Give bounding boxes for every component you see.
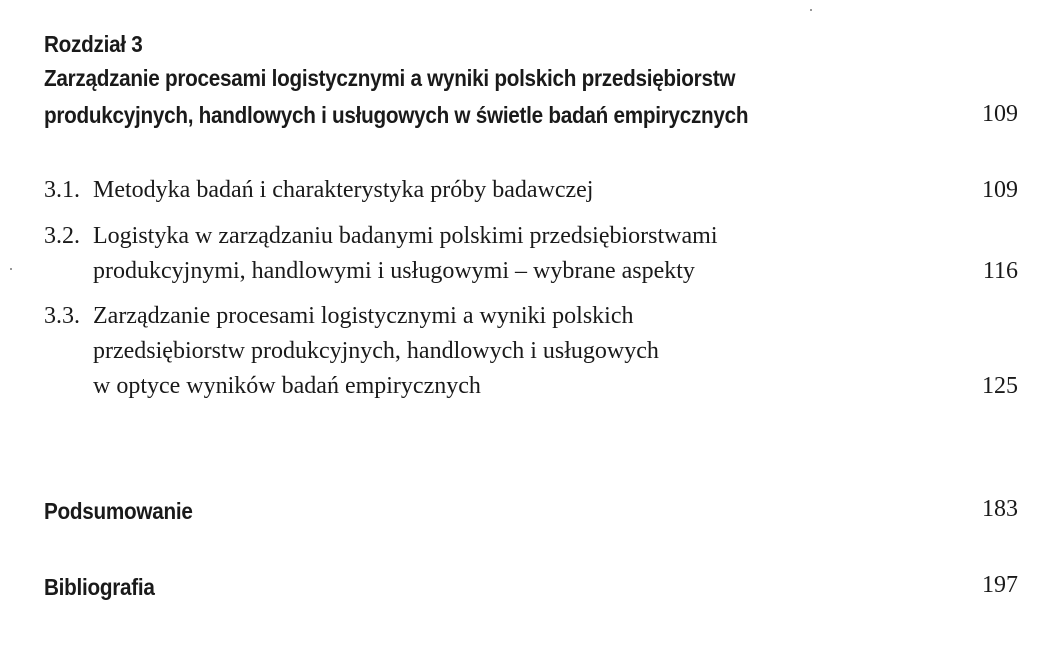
section-number: 3.1.: [44, 177, 80, 203]
section-title-line: w optyce wyników badań empirycznych: [93, 373, 481, 399]
section-title-line: produkcyjnymi, handlowymi i usługowymi – wybrane aspekty: [93, 258, 695, 284]
section-page-number: 125: [982, 373, 1018, 399]
chapter-page-number: 109: [982, 101, 1018, 127]
section-title-line: Logistyka w zarządzaniu badanymi polskimi przedsiębiorstwami: [93, 223, 718, 249]
section-page-number: 109: [982, 177, 1018, 203]
bibliography-heading: Bibliografia: [44, 574, 155, 600]
section-title-line: Zarządzanie procesami logistycznymi a wyniki polskich: [93, 303, 634, 329]
chapter-label: Rozdział 3: [44, 31, 143, 57]
section-title-line: Metodyka badań i charakterystyka próby badawczej: [93, 177, 594, 203]
section-number: 3.3.: [44, 303, 80, 329]
chapter-title-line-1: Zarządzanie procesami logistycznymi a wyniki polskich przedsiębiorstw: [44, 65, 736, 91]
scan-speck: [10, 268, 12, 270]
section-page-number: 116: [982, 258, 1018, 284]
summary-page-number: 183: [982, 496, 1018, 522]
scan-speck: [810, 9, 812, 11]
section-number: 3.2.: [44, 223, 80, 249]
section-title-line: przedsiębiorstw produkcyjnych, handlowych i usługowych: [93, 338, 659, 364]
summary-heading: Podsumowanie: [44, 498, 193, 524]
chapter-title-line-2: produkcyjnych, handlowych i usługowych w świetle badań empirycznych: [44, 102, 749, 128]
bibliography-page-number: 197: [982, 572, 1018, 598]
